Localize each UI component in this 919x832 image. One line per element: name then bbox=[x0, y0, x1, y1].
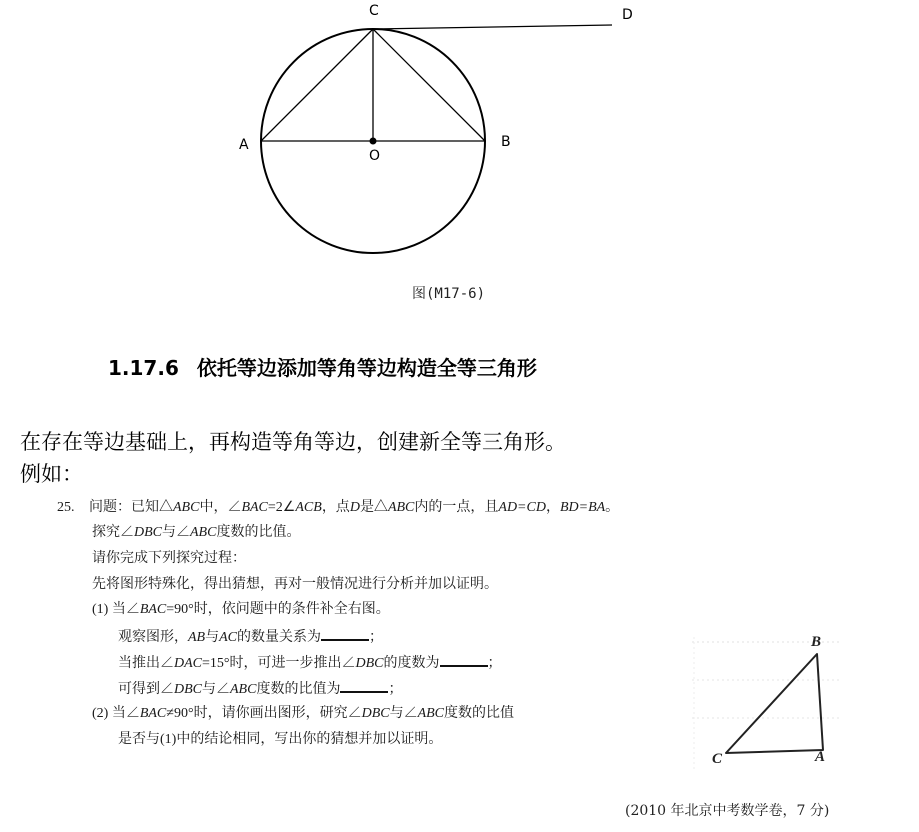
problem-line-7: 当推出∠DAC=15°时，可进一步推出∠DBC的度数为 ； bbox=[118, 653, 502, 673]
circle-figure bbox=[0, 0, 919, 300]
figure-caption: 图(M17-6) bbox=[412, 286, 486, 302]
source-citation: (2010 年北京中考数学卷，7 分) bbox=[625, 803, 830, 819]
problem-line-8: 可得到∠DBC与∠ABC度数的比值为 ； bbox=[118, 679, 402, 699]
label-c: C bbox=[369, 3, 379, 19]
section-number: 1.17.6 bbox=[108, 356, 179, 380]
triangle-label-a: A bbox=[815, 749, 826, 765]
segment-ca bbox=[261, 29, 373, 141]
label-d: D bbox=[622, 7, 633, 23]
problem-line-1: 问题：已知△ABC中，∠BAC=2∠ACB，点D是△ABC内的一点，且AD=CD，BD=BA。 bbox=[89, 500, 620, 515]
label-b: B bbox=[501, 134, 511, 150]
problem-line-2: 探究∠DBC与∠ABC度数的比值。 bbox=[92, 525, 301, 540]
example-label: 例如： bbox=[20, 462, 83, 486]
answer-blank[interactable] bbox=[321, 627, 369, 641]
problem-line-5: (1) 当∠BAC=90°时，依问题中的条件补全右图。 bbox=[92, 602, 390, 617]
label-a: A bbox=[239, 137, 249, 153]
triangle-label-b: B bbox=[811, 634, 822, 650]
problem-line-4: 先将图形特殊化，得出猜想，再对一般情况进行分析并加以证明。 bbox=[92, 577, 498, 592]
center-point-o bbox=[370, 138, 377, 145]
problem-line-3: 请你完成下列探究过程： bbox=[92, 551, 246, 566]
section-title: 依托等边添加等角等边构造全等三角形 bbox=[196, 356, 537, 380]
problem-line-9: (2) 当∠BAC≠90°时，请你画出图形，研究∠DBC与∠ABC度数的比值 bbox=[92, 706, 515, 721]
intro-paragraph: 在存在等边基础上，再构造等角等边，创建新全等三角形。 bbox=[20, 430, 566, 454]
problem-number: 25. bbox=[57, 500, 75, 515]
triangle-label-c: C bbox=[712, 751, 723, 767]
problem-line-10: 是否与(1)中的结论相同，写出你的猜想并加以证明。 bbox=[118, 732, 443, 747]
segment-cb bbox=[373, 29, 485, 141]
answer-blank[interactable] bbox=[340, 679, 388, 693]
triangle-abc bbox=[726, 654, 823, 753]
answer-blank[interactable] bbox=[440, 653, 488, 667]
section-heading bbox=[108, 352, 537, 381]
tangent-cd bbox=[373, 25, 612, 29]
label-o: O bbox=[369, 148, 381, 164]
problem-line-6: 观察图形，AB与AC的数量关系为 ； bbox=[118, 627, 383, 647]
